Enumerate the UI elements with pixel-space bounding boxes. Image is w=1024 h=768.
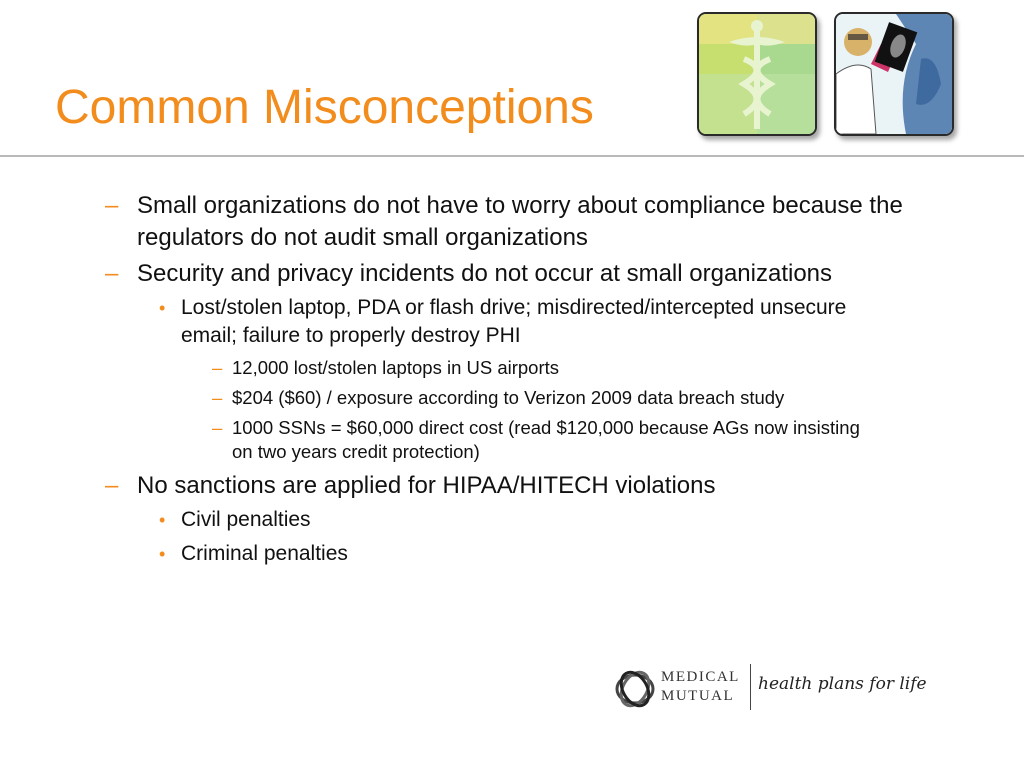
sub-sub-bullet-item — [105, 416, 872, 464]
sub-bullet-item — [105, 506, 905, 534]
bullet-text: $204 ($60) / exposure according to Verizon 2009 data breach study — [232, 387, 785, 408]
logo-mark-icon — [614, 668, 656, 710]
logo-line2: MUTUAL — [661, 688, 735, 704]
sub-bullet-item — [105, 540, 905, 568]
bullet-text: No sanctions are applied for HIPAA/HITECH violations — [137, 472, 716, 499]
slide-title: Common Misconceptions — [55, 81, 594, 134]
sub-sub-bullet-item — [105, 386, 872, 410]
bullet-text: 1000 SSNs = $60,000 direct cost (read $120,000 because AGs now insisting on two years credit protection) — [232, 417, 860, 462]
doctor-tile — [834, 12, 954, 136]
bullet-text: Security and privacy incidents do not occur at small organizations — [137, 260, 833, 287]
bullet-text: 12,000 lost/stolen laptops in US airports — [232, 357, 560, 378]
bullet-dash: – — [212, 417, 223, 438]
bullet-dot: • — [159, 510, 166, 530]
logo-tagline: health plans for life — [758, 674, 927, 694]
bullet-text: Lost/stolen laptop, PDA or flash drive; misdirected/intercepted unsecure email; failure to properly destroy PHI — [181, 296, 847, 347]
bullet-dot: • — [159, 298, 166, 318]
bullet-dash: – — [105, 192, 119, 219]
sub-sub-bullet-item — [105, 356, 872, 380]
bullet-list — [105, 190, 905, 574]
bullet-item — [105, 190, 905, 254]
bullet-text: Civil penalties — [181, 508, 311, 531]
bullet-item — [105, 470, 905, 502]
bullet-text: Criminal penalties — [181, 542, 348, 565]
logo-wordmark — [661, 668, 740, 706]
bullet-dot: • — [159, 544, 166, 564]
doctor-xray-icon — [836, 14, 952, 134]
logo-divider — [750, 664, 751, 710]
bullet-dash: – — [105, 472, 119, 499]
medical-mutual-logo — [614, 660, 934, 716]
sub-bullet-item — [105, 294, 905, 350]
logo-line1: MEDICAL — [661, 669, 740, 685]
bullet-dash: – — [105, 260, 119, 287]
bullet-dash: – — [212, 387, 223, 408]
caduceus-tile — [697, 12, 817, 136]
title-divider — [0, 155, 1024, 157]
caduceus-icon — [699, 14, 815, 134]
header-images — [697, 12, 957, 137]
bullet-item — [105, 258, 905, 290]
bullet-dash: – — [212, 357, 223, 378]
bullet-text: Small organizations do not have to worry about compliance because the regulators do not audit small organizations — [137, 192, 903, 251]
